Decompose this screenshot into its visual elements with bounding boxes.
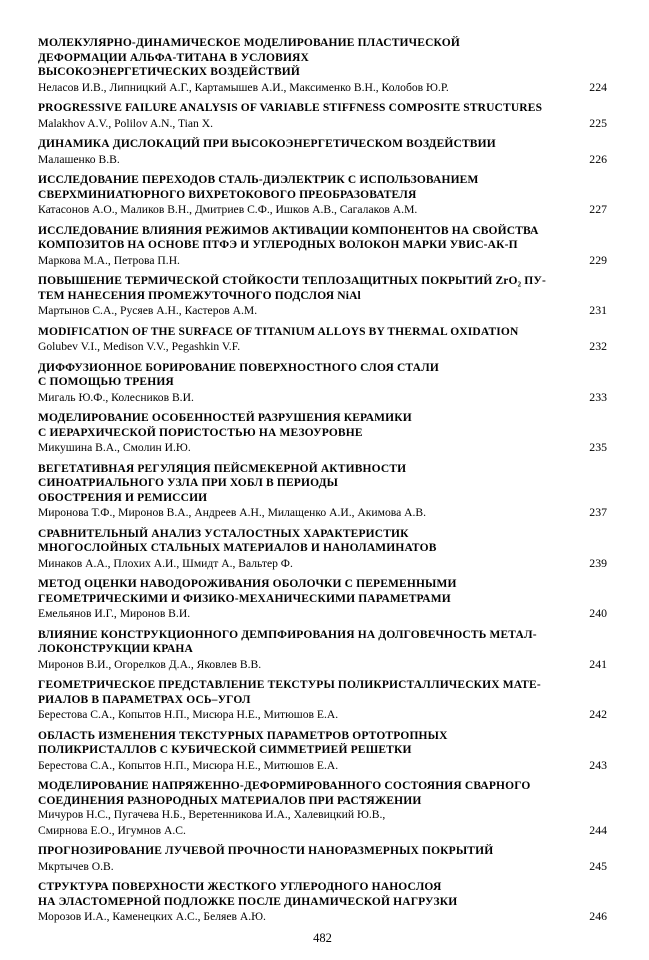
entry-title-line: ИССЛЕДОВАНИЕ ВЛИЯНИЯ РЕЖИМОВ АКТИВАЦИИ КОМПОНЕНТОВ НА СВОЙСТВА — [38, 224, 539, 237]
entry-title-line: МНОГОСЛОЙНЫХ СТАЛЬНЫХ МАТЕРИАЛОВ И НАНОЛАМИНАТОВ — [38, 542, 437, 554]
entry-title-line: ДЕФОРМАЦИИ АЛЬФА-ТИТАНА В УСЛОВИЯХ — [38, 51, 309, 64]
entry-title-line: ОБЛАСТЬ ИЗМЕНЕНИЯ ТЕКСТУРНЫХ ПАРАМЕТРОВ ОРТОТРОПНЫХ — [38, 729, 448, 742]
entry-authors: Миронов В.И., Огорелков Д.А., Яковлев В.В. — [38, 657, 262, 671]
entry-authors: Мартынов С.А., Русяев А.Н., Кастеров А.М. — [38, 304, 258, 317]
entry-page-number: 229 — [589, 252, 607, 267]
entry-title-line: МЕТОД ОЦЕНКИ НАВОДОРОЖИВАНИЯ ОБОЛОЧКИ С ПЕРЕМЕННЫМИ — [38, 578, 457, 590]
entry-authors: Миронова Т.Ф., Миронов В.А., Андреев А.Н., Милащенко А.И., Акимова А.В. — [38, 506, 427, 519]
entry-authors-line — [38, 859, 607, 875]
entry-title-line: СОЕДИНЕНИЯ РАЗНОРОДНЫХ МАТЕРИАЛОВ ПРИ РАСТЯЖЕНИИ — [38, 794, 422, 807]
toc-entry — [38, 678, 607, 723]
entry-title-line: ВЫСОКОЭНЕРГЕТИЧЕСКИХ ВОЗДЕЙСТВИЙ — [38, 66, 300, 78]
toc-entry — [38, 880, 607, 925]
entry-authors-line — [38, 606, 607, 622]
entry-authors: Смирнова Е.О., Игумнов А.С. — [38, 823, 186, 837]
entry-title-line: МОДЕЛИРОВАНИЕ ОСОБЕННОСТЕЙ РАЗРУШЕНИЯ КЕРАМИКИ — [38, 412, 412, 424]
toc-entry — [38, 411, 607, 456]
entry-title-line: MODIFICATION OF THE SURFACE OF TITANIUM ALLOYS BY THERMAL OXIDATION — [38, 325, 519, 338]
entry-title-line: С ПОМОЩЬЮ ТРЕНИЯ — [38, 376, 174, 388]
entry-authors-line — [38, 303, 607, 319]
entry-authors-line — [38, 758, 607, 774]
entry-authors-line — [38, 808, 607, 823]
entry-authors-line — [38, 390, 607, 406]
entry-title-line: ПОЛИКРИСТАЛЛОВ С КУБИЧЕСКОЙ СИММЕТРИЕЙ РЕШЕТКИ — [38, 744, 412, 756]
entry-authors-line — [38, 909, 607, 925]
entry-title-line: ГЕОМЕТРИЧЕСКОЕ ПРЕДСТАВЛЕНИЕ ТЕКСТУРЫ ПОЛИКРИСТАЛЛИЧЕСКИХ МАТЕ- — [38, 679, 541, 691]
entry-page-number: 231 — [589, 303, 607, 317]
entry-page-number: 227 — [589, 202, 607, 216]
entry-page-number: 237 — [589, 505, 607, 519]
entry-authors-line — [38, 440, 607, 456]
entry-page-number: 241 — [589, 656, 607, 671]
entry-authors: Мичуров Н.С., Пугачева Н.Б., Веретенникова И.А., Халевицкий Ю.В., — [38, 808, 386, 821]
entry-authors: Malakhov A.V., Polilov A.N., Tian X. — [38, 116, 214, 130]
toc-entries — [38, 36, 607, 925]
entry-title-line: ВЛИЯНИЕ КОНСТРУКЦИОННОГО ДЕМПФИРОВАНИЯ НА ДОЛГОВЕЧНОСТЬ МЕТАЛ- — [38, 628, 537, 641]
entry-authors: Мкртычев О.В. — [38, 859, 114, 873]
toc-entry — [38, 361, 607, 406]
entry-title-line: СВЕРХМИНИАТЮРНОГО ВИХРЕТОКОВОГО ПРЕОБРАЗОВАТЕЛЯ — [38, 188, 417, 201]
toc-entry — [38, 577, 607, 622]
entry-title-line: РИАЛОВ В ПАРАМЕТРАХ ОСЬ–УГОЛ — [38, 693, 251, 706]
footer-page-number: 482 — [313, 930, 332, 945]
entry-authors: Мигаль Ю.Ф., Колесников В.И. — [38, 390, 194, 404]
entry-authors-line — [38, 339, 607, 355]
toc-entry — [38, 844, 607, 874]
entry-authors: Берестова С.А., Копытов Н.П., Мисюра Н.Е., Митюшов Е.А. — [38, 758, 339, 772]
entry-title-line: СРАВНИТЕЛЬНЫЙ АНАЛИЗ УСТАЛОСТНЫХ ХАРАКТЕРИСТИК — [38, 527, 409, 540]
entry-title-line: ПРОГНОЗИРОВАНИЕ ЛУЧЕВОЙ ПРОЧНОСТИ НАНОРАЗМЕРНЫХ ПОКРЫТИЙ — [38, 845, 494, 857]
toc-entry — [38, 729, 607, 774]
entry-authors: Емельянов И.Г., Миронов В.И. — [38, 607, 191, 620]
entry-page-number: 225 — [589, 115, 607, 130]
entry-authors: Берестова С.А., Копытов Н.П., Мисюра Н.Е., Митюшов Е.А. — [38, 708, 339, 721]
toc-entry — [38, 779, 607, 838]
toc-entry — [38, 101, 607, 131]
entry-authors: Малашенко В.В. — [38, 152, 120, 166]
entry-authors-line — [38, 116, 607, 132]
entry-title-line: КОМПОЗИТОВ НА ОСНОВЕ ПТФЭ И УГЛЕРОДНЫХ ВОЛОКОН МАРКИ УВИС-АК-П — [38, 239, 518, 251]
entry-page-number: 240 — [589, 606, 607, 620]
entry-title-line: МОДЕЛИРОВАНИЕ НАПРЯЖЕННО-ДЕФОРМИРОВАННОГО СОСТОЯНИЯ СВАРНОГО — [38, 780, 531, 792]
entry-page-number: 239 — [589, 555, 607, 570]
toc-entry — [38, 527, 607, 572]
entry-title-line: НА ЭЛАСТОМЕРНОЙ ПОДЛОЖКЕ ПОСЛЕ ДИНАМИЧЕСКОЙ НАГРУЗКИ — [38, 895, 458, 908]
toc-entry — [38, 325, 607, 355]
entry-page-number: 245 — [589, 858, 607, 873]
entry-title-line: ПОВЫШЕНИЕ ТЕРМИЧЕСКОЙ СТОЙКОСТИ ТЕПЛОЗАЩИТНЫХ ПОКРЫТИЙ ZrO₂ ПУ- — [38, 275, 546, 287]
entry-authors-line — [38, 823, 607, 839]
entry-authors: Морозов И.А., Каменецких А.С., Беляев А.Ю. — [38, 910, 266, 923]
entry-title-line: PROGRESSIVE FAILURE ANALYSIS OF VARIABLE STIFFNESS COMPOSITE STRUCTURES — [38, 102, 543, 114]
entry-authors-line — [38, 80, 607, 96]
entry-page-number: 242 — [589, 707, 607, 721]
entry-title-line: ЛОКОНСТРУКЦИИ КРАНА — [38, 643, 193, 655]
entry-title-line: СТРУКТУРА ПОВЕРХНОСТИ ЖЕСТКОГО УГЛЕРОДНОГО НАНОСЛОЯ — [38, 881, 442, 893]
toc-entry — [38, 224, 607, 269]
entry-page-number: 244 — [589, 822, 607, 837]
entry-page-number: 233 — [589, 389, 607, 404]
page-footer — [38, 931, 607, 946]
entry-authors: Минаков А.А., Плохих А.И., Шмидт А., Вальтер Ф. — [38, 556, 293, 570]
entry-authors-line — [38, 505, 607, 521]
entry-authors: Неласов И.В., Липницкий А.Г., Картамышев А.И., Максименко В.Н., Колобов Ю.Р. — [38, 80, 449, 94]
entry-page-number: 246 — [589, 909, 607, 923]
entry-authors: Катасонов А.О., Маликов В.Н., Дмитриев С.Ф., Ишков А.В., Сагалаков А.М. — [38, 203, 418, 216]
toc-entry — [38, 462, 607, 521]
entry-authors-line — [38, 707, 607, 723]
entry-title-line: МОЛЕКУЛЯРНО-ДИНАМИЧЕСКОЕ МОДЕЛИРОВАНИЕ ПЛАСТИЧЕСКОЙ — [38, 37, 460, 49]
entry-page-number: 243 — [589, 757, 607, 772]
entry-page-number: 232 — [589, 339, 607, 353]
entry-page-number: 224 — [589, 79, 607, 94]
toc-entry — [38, 137, 607, 167]
entry-page-number: 226 — [589, 151, 607, 166]
entry-authors: Golubev V.I., Medison V.V., Pegashkin V.F. — [38, 340, 241, 353]
entry-title-line: С ИЕРАРХИЧЕСКОЙ ПОРИСТОСТЬЮ НА МЕЗОУРОВНЕ — [38, 426, 363, 439]
toc-entry — [38, 628, 607, 673]
entry-title-line: ДИНАМИКА ДИСЛОКАЦИЙ ПРИ ВЫСОКОЭНЕРГЕТИЧЕСКОМ ВОЗДЕЙСТВИИ — [38, 138, 496, 150]
entry-title-line: ДИФФУЗИОННОЕ БОРИРОВАНИЕ ПОВЕРХНОСТНОГО СЛОЯ СТАЛИ — [38, 361, 439, 374]
toc-entry — [38, 36, 607, 95]
entry-authors-line — [38, 202, 607, 218]
entry-authors-line — [38, 556, 607, 572]
entry-title-line: ОБОСТРЕНИЯ И РЕМИССИИ — [38, 491, 208, 504]
entry-authors: Микушина В.А., Смолин И.Ю. — [38, 441, 191, 454]
entry-title-line: ГЕОМЕТРИЧЕСКИМИ И ФИЗИКО-МЕХАНИЧЕСКИМИ ПАРАМЕТРАМИ — [38, 592, 451, 605]
toc-entry — [38, 274, 607, 319]
entry-title-line: СИНОАТРИАЛЬНОГО УЗЛА ПРИ ХОБЛ В ПЕРИОДЫ — [38, 477, 339, 489]
entry-authors-line — [38, 253, 607, 269]
entry-title-line: ТЕМ НАНЕСЕНИЯ ПРОМЕЖУТОЧНОГО ПОДСЛОЯ NiAl — [38, 289, 361, 302]
entry-page-number: 235 — [589, 440, 607, 454]
entry-authors-line — [38, 657, 607, 673]
entry-authors-line — [38, 152, 607, 168]
entry-title-line: ВЕГЕТАТИВНАЯ РЕГУЛЯЦИЯ ПЕЙСМЕКЕРНОЙ АКТИВНОСТИ — [38, 462, 407, 475]
toc-entry — [38, 173, 607, 218]
entry-title-line: ИССЛЕДОВАНИЕ ПЕРЕХОДОВ СТАЛЬ-ДИЭЛЕКТРИК С ИСПОЛЬЗОВАНИЕМ — [38, 174, 479, 186]
entry-authors: Маркова М.А., Петрова П.Н. — [38, 253, 180, 267]
